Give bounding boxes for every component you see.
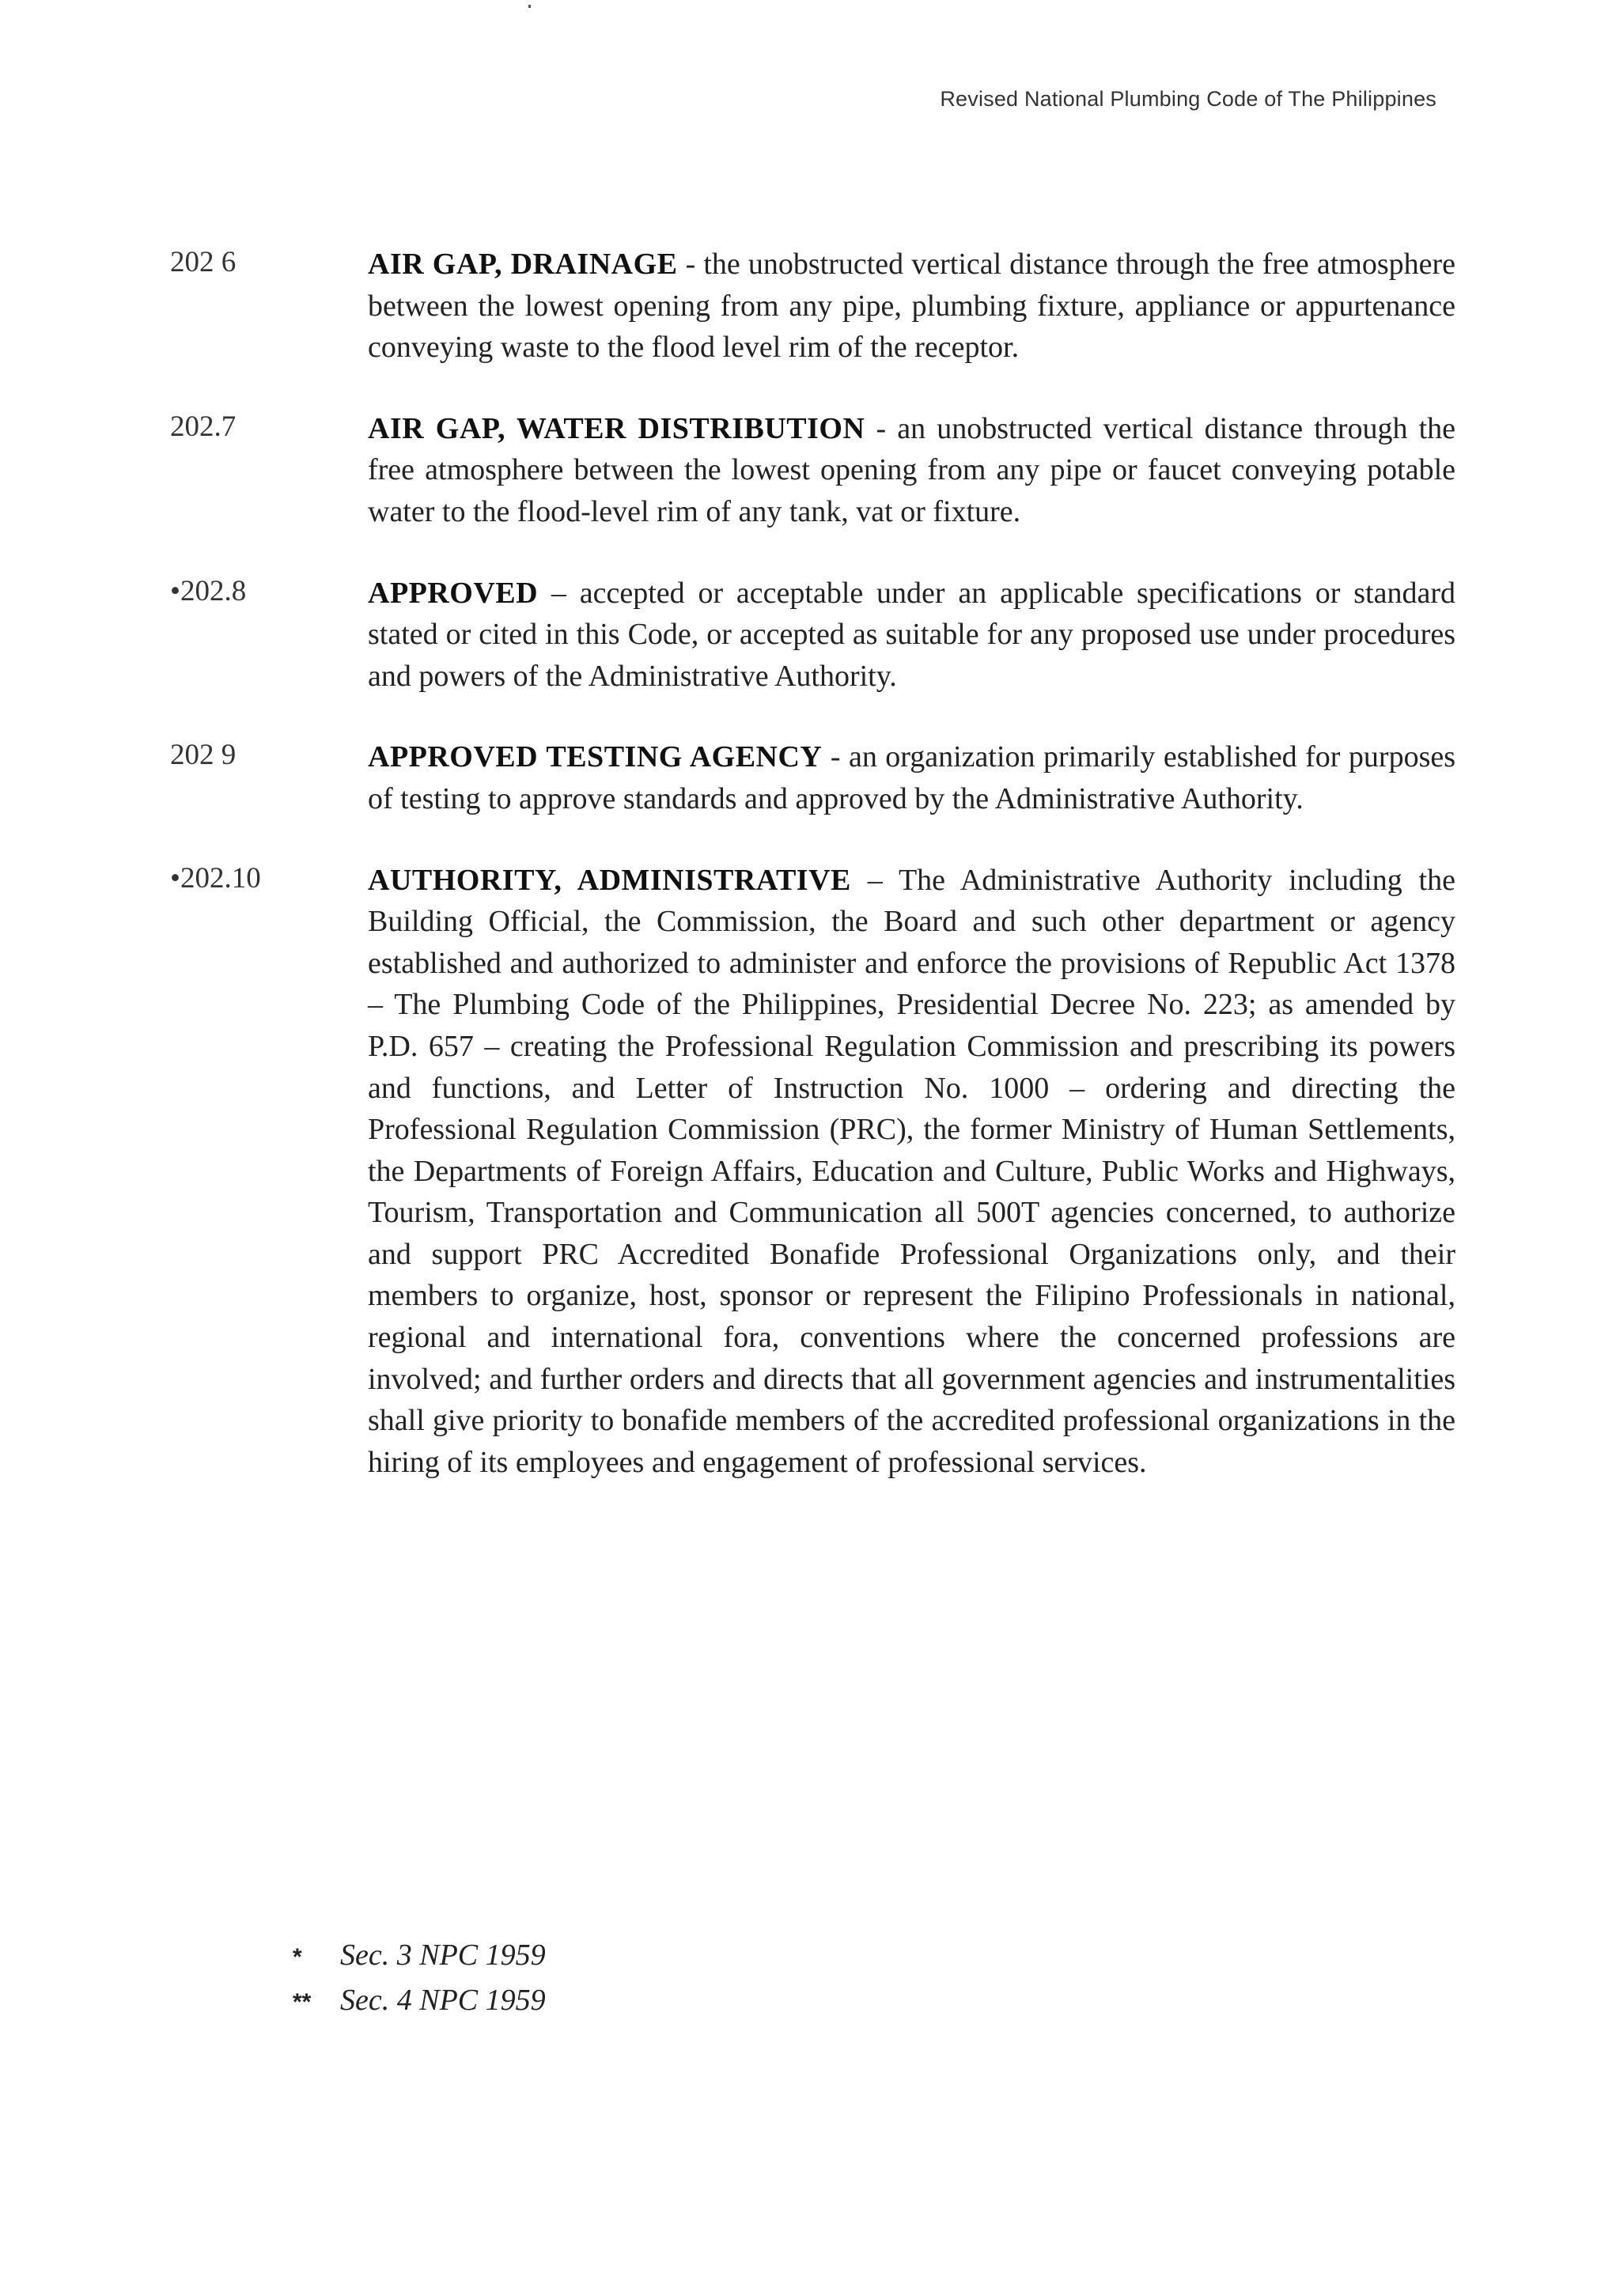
section-definition: the unobstructed vertical distance through the free atmosphere between the lowest opening from any pipe, plumbing fixture, appliance or appurtenance conveying waste to the flood level rim of the receptor. xyxy=(368,248,1456,365)
section-separator: - xyxy=(865,411,898,445)
section-202-9 xyxy=(0,736,1620,819)
footnote-mark: ** xyxy=(293,1989,312,2015)
section-definition: an organization primarily established for purposes of testing to approve standards and approved by the Administrative Authority. xyxy=(368,740,1456,815)
footnotes xyxy=(293,1934,546,2024)
section-term: AIR GAP, DRAINAGE xyxy=(368,248,678,281)
section-number: 202 9 xyxy=(170,739,237,772)
section-202-10 xyxy=(0,860,1620,1484)
section-202-8 xyxy=(0,573,1620,698)
section-number: 202 6 xyxy=(170,246,237,278)
section-term: APPROVED TESTING AGENCY xyxy=(368,740,823,774)
section-separator: – xyxy=(538,576,580,610)
footnote-text: Sec. 4 NPC 1959 xyxy=(340,1984,546,2017)
footnote-text: Sec. 3 NPC 1959 xyxy=(340,1939,546,1972)
definitions-list xyxy=(0,244,1620,1522)
footnote-mark: * xyxy=(293,1944,302,1970)
section-definition: The Administrative Authority including the Building Official, the Commission, the Board and such other department or agency established and authorized to administer and enforce the provisions of Republic Act 1378 – The Plumbing Code of the Philippines, Presidential Decree No. 223; as amended by P.D. 657 – creating the Professional Regulation Commission and prescribing its powers and functions, and Letter of Instruction No. 1000 – ordering and directing the Professional Regulation Commission (PRC), the former Ministry of Human Settlements, the Departments of Foreign Affairs, Education and Culture, Public Works and Highways, Tourism, Transportation and Communication all 500T agencies concerned, to authorize and support PRC Accredited Bonafide Professional Organizations only, and their members to organize, host, sponsor or represent the Filipino Professionals in national, regional and international fora, conventions where the concerned professions are involved; and further orders and directs that all government agencies and instrumentalities shall give priority to bonafide members of the accredited professional organizations in the hiring of its employees and engagement of professional services. xyxy=(368,863,1455,1479)
section-term: APPROVED xyxy=(368,576,539,610)
footnote xyxy=(293,1979,546,2024)
section-separator: - xyxy=(822,740,849,774)
section-body xyxy=(368,244,1455,369)
scan-speck xyxy=(528,5,531,8)
section-body xyxy=(368,408,1455,533)
section-number: •202.10 xyxy=(170,861,261,895)
page-header-title: Revised National Plumbing Code of The Philippines xyxy=(940,87,1436,111)
section-term: AUTHORITY, ADMINISTRATIVE xyxy=(368,863,851,897)
section-separator: - xyxy=(677,248,704,281)
section-definition: an unobstructed vertical distance through the free atmosphere between the lowest opening from any pipe or faucet conveying potable water to the flood-level rim of any tank, vat or fixture. xyxy=(368,411,1455,528)
section-definition: accepted or acceptable under an applicable specifications or standard stated or cited in this Code, or accepted as suitable for any proposed use under procedures and powers of the Administrative Authority. xyxy=(368,576,1455,693)
section-number: •202.8 xyxy=(170,574,247,607)
section-separator: – xyxy=(850,863,899,897)
section-202-6 xyxy=(0,244,1620,369)
section-202-7 xyxy=(0,408,1620,533)
section-body xyxy=(368,736,1455,819)
section-body xyxy=(368,573,1455,698)
section-body xyxy=(368,860,1455,1484)
section-term: AIR GAP, WATER DISTRIBUTION xyxy=(368,411,865,445)
section-number: 202.7 xyxy=(170,410,237,443)
footnote xyxy=(293,1934,546,1979)
